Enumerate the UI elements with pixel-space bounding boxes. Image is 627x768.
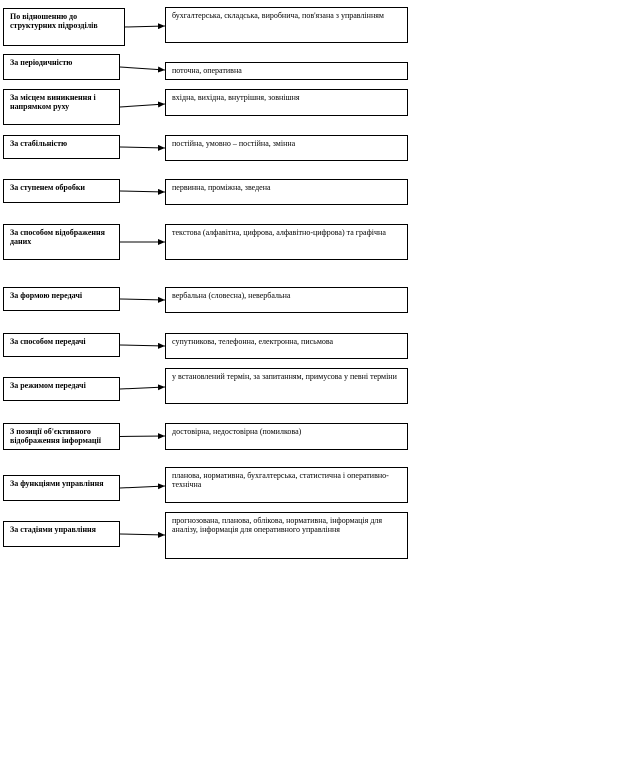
values-box-11: планова, нормативна, бухгалтерська, статистична і оперативно-технічна: [165, 467, 408, 503]
arrow-9: [120, 387, 165, 389]
criterion-box-5: За ступенем обробки: [3, 179, 120, 203]
arrow-1: [125, 26, 165, 27]
criterion-box-1: По відношенню до структурних підрозділів: [3, 8, 125, 46]
arrow-7: [120, 299, 165, 300]
criterion-box-3: За місцем виникнення і напрямком руху: [3, 89, 120, 125]
values-box-10: достовірна, недостовірна (помилкова): [165, 423, 408, 450]
criterion-box-11: За функціями управління: [3, 475, 120, 501]
arrow-8: [120, 345, 165, 346]
arrow-3: [120, 104, 165, 107]
arrow-10: [120, 436, 165, 437]
arrow-12: [120, 534, 165, 535]
values-box-3: вхідна, вихідна, внутрішня, зовнішня: [165, 89, 408, 116]
values-box-12: прогнозована, планова, облікова, нормативна, інформація для аналізу, інформація для оперативного управління: [165, 512, 408, 559]
criterion-box-12: За стадіями управління: [3, 521, 120, 547]
values-box-2: поточна, оперативна: [165, 62, 408, 80]
criterion-box-9: За режимом передачі: [3, 377, 120, 401]
criterion-box-8: За способом передачі: [3, 333, 120, 357]
arrow-2: [120, 67, 165, 70]
arrow-5: [120, 191, 165, 192]
values-box-6: текстова (алфавітна, цифрова, алфавітно-цифрова) та графічна: [165, 224, 408, 260]
values-box-4: постійна, умовно – постійна, змінна: [165, 135, 408, 161]
values-box-5: первинна, проміжна, зведена: [165, 179, 408, 205]
values-box-8: супутникова, телефонна, електронна, письмова: [165, 333, 408, 359]
criterion-box-2: За періодичністю: [3, 54, 120, 80]
criterion-box-7: За формою передачі: [3, 287, 120, 311]
criterion-box-10: З позиції об'єктивного відображення інформації: [3, 423, 120, 450]
criterion-box-4: За стабільністю: [3, 135, 120, 159]
arrow-4: [120, 147, 165, 148]
arrow-11: [120, 486, 165, 488]
values-box-1: бухгалтерська, складська, виробнича, пов'язана з управлінням: [165, 7, 408, 43]
values-box-7: вербальна (словесна), невербальна: [165, 287, 408, 313]
values-box-9: у встановлений термін, за запитанням, примусова у певні терміни: [165, 368, 408, 404]
criterion-box-6: За способом відображення даних: [3, 224, 120, 260]
